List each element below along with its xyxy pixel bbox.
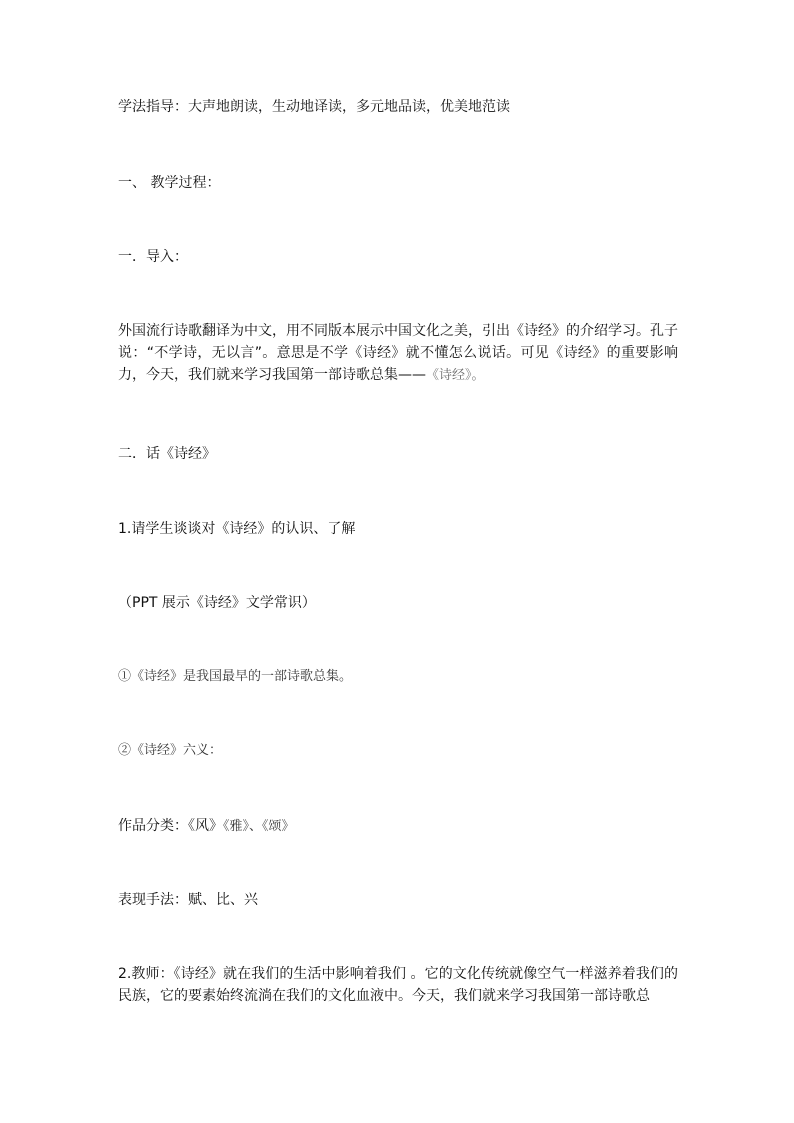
intro-paragraph-tail: 《诗经》。: [426, 368, 485, 383]
intro-paragraph: [118, 320, 678, 387]
ppt-note: （PPT 展示《诗经》文学常识）: [118, 595, 316, 611]
category-line: [118, 815, 678, 838]
fact-1: ①《诗经》是我国最早的一部诗歌总集。: [118, 669, 353, 684]
category-rest: 《雅》、《颂》: [223, 819, 295, 834]
section-two-heading: 二．话《诗经》: [118, 446, 216, 462]
list-item-2: 2.教师：《诗经》就在我们的生活中影响着我们 。它的文化传统就像空气一样滋养着我们的民族，它的要素始终流淌在我们的文化血液中。今天，我们就来学习我国第一部诗歌总: [118, 966, 678, 1004]
list-item-1: 1.请学生谈谈对《诗经》的认识、了解: [118, 521, 356, 537]
intro-paragraph-main: 外国流行诗歌翻译为中文，用不同版本展示中国文化之美，引出《诗经》的介绍学习。孔子说：“不学诗，无以言”。意思是不学《诗经》就不懂怎么说话。可见《诗经》的重要影响力，今天，我们就来学习我国第一部诗歌总集——: [118, 323, 678, 383]
fact-2: ②《诗经》六义：: [118, 743, 223, 758]
category-label: 作品分类：《风》: [118, 818, 223, 834]
study-guide-line: 学法指导：大声地朗读，生动地译读，多元地品读，优美地范读: [118, 99, 510, 115]
technique-line: 表现手法：赋、比、兴: [118, 892, 258, 908]
teaching-process-heading: 一、 教学过程：: [118, 175, 221, 191]
intro-heading: 一．导入：: [118, 249, 188, 265]
